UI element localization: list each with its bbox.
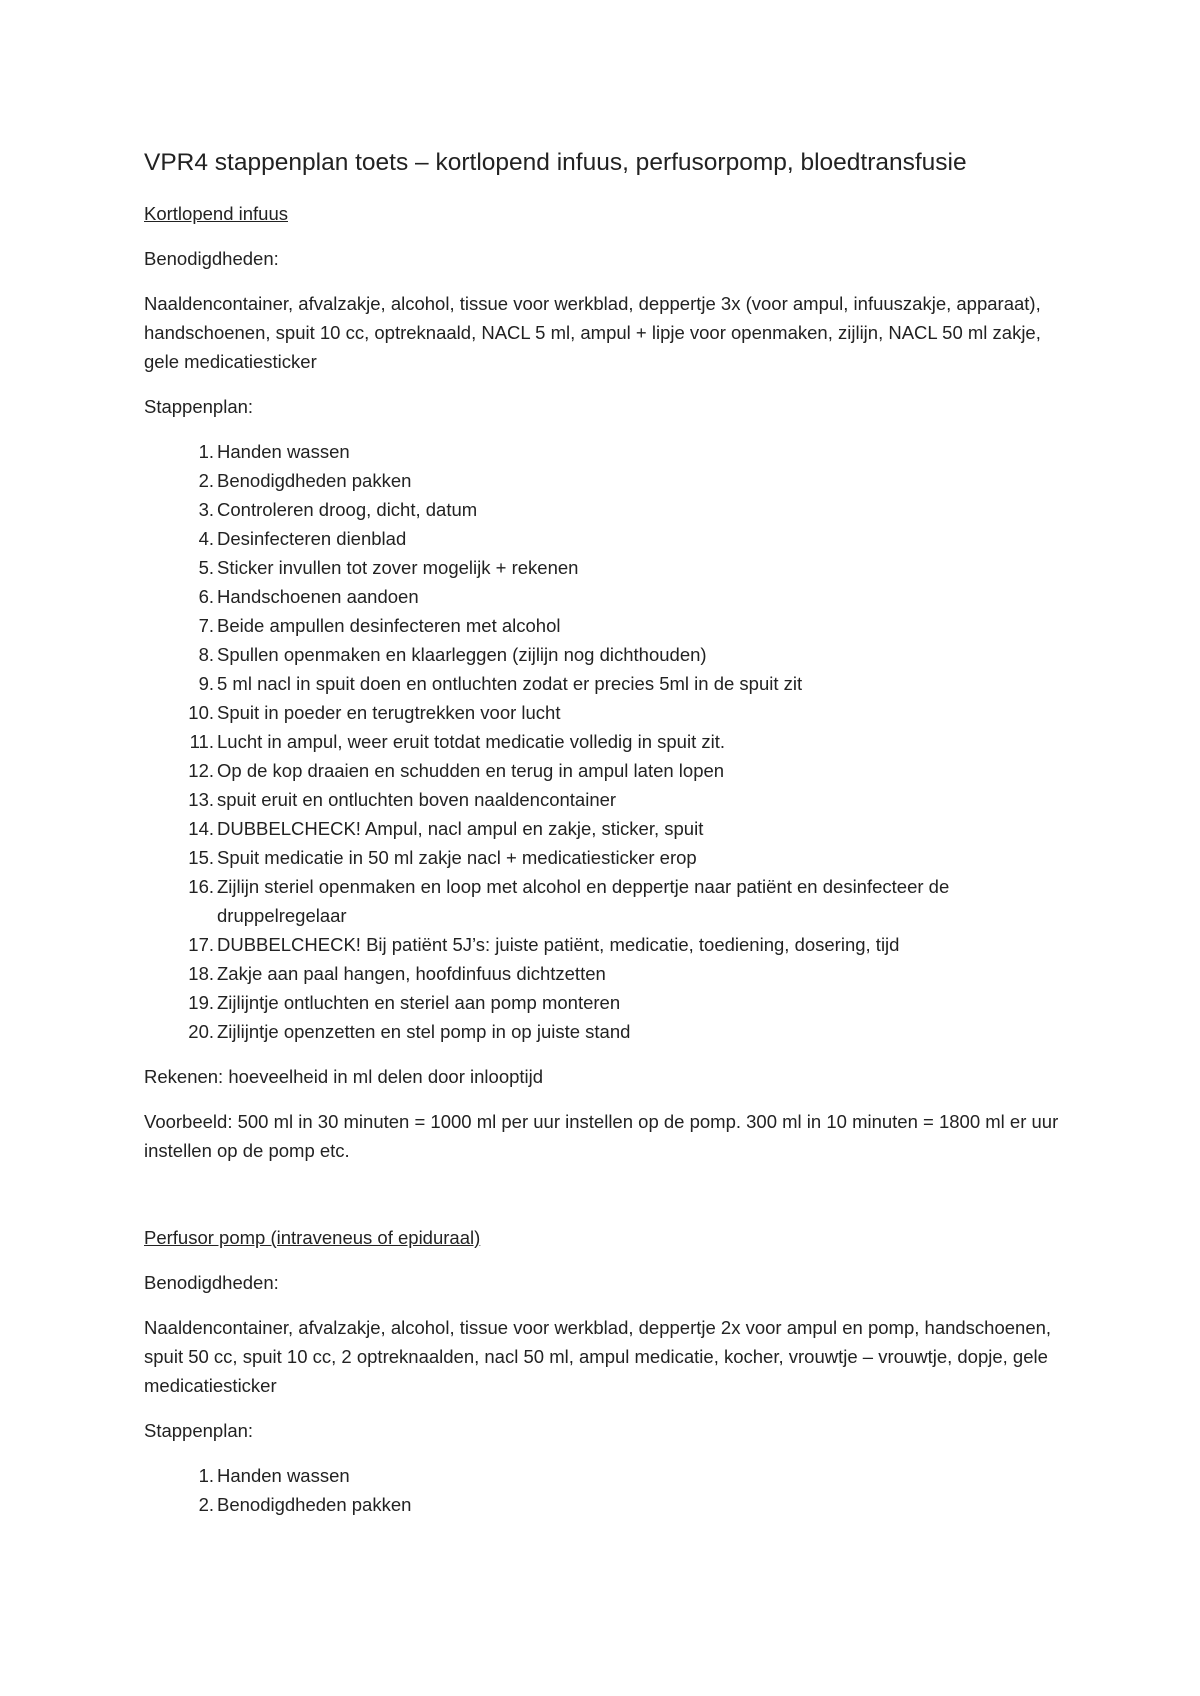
step-text: Desinfecteren dienblad [217, 528, 407, 549]
list-item [144, 640, 1064, 669]
list-item [144, 524, 1064, 553]
document-title: VPR4 stappenplan toets – kortlopend infuus, perfusorpomp, bloedtransfusie [144, 149, 967, 176]
step-text: Sticker invullen tot zover mogelijk + rekenen [217, 557, 579, 578]
list-item [144, 988, 1064, 1017]
step-number: 6. [198, 586, 214, 607]
step-number: 19. [188, 992, 214, 1013]
step-text: Benodigdheden pakken [217, 470, 412, 491]
step-number: 11. [189, 731, 214, 752]
voorbeeld-text: Voorbeeld: 500 ml in 30 minuten = 1000 ml per uur instellen op de pomp. 300 ml in 10 minuten = 1800 ml er uur instellen op de pomp etc. [144, 1111, 1059, 1161]
benodigdheden-label: Benodigdheden: [144, 1272, 279, 1293]
step-text: Handschoenen aandoen [217, 586, 419, 607]
step-number: 16. [188, 876, 214, 897]
step-number: 8. [198, 644, 214, 665]
list-item [144, 495, 1064, 524]
step-number: 15. [188, 847, 214, 868]
step-text: DUBBELCHECK! Bij patiënt 5J’s: juiste patiënt, medicatie, toediening, dosering, tijd [217, 934, 900, 955]
list-item [144, 582, 1064, 611]
step-text: Lucht in ampul, weer eruit totdat medicatie volledig in spuit zit. [217, 731, 725, 752]
step-number: 7. [198, 615, 214, 636]
list-item [144, 814, 1064, 843]
list-item [144, 930, 1064, 959]
benodigdheden-label: Benodigdheden: [144, 248, 279, 269]
steps-list [144, 1461, 1064, 1519]
list-item [144, 872, 1064, 930]
step-text: spuit eruit en ontluchten boven naaldencontainer [217, 789, 617, 810]
step-text: 5 ml nacl in spuit doen en ontluchten zodat er precies 5ml in de spuit zit [217, 673, 803, 694]
benodigdheden-text: Naaldencontainer, afvalzakje, alcohol, tissue voor werkblad, deppertje 3x (voor ampul, infuuszakje, apparaat), handschoenen, spuit 10 cc, optreknaald, NACL 5 ml, ampul + lipje voor openmaken, zijlijn, NACL 50 ml zakje, gele medicatiesticker [144, 293, 1041, 372]
step-text: Controleren droog, dicht, datum [217, 499, 478, 520]
step-text: Zijlijn steriel openmaken en loop met alcohol en deppertje naar patiënt en desinfecteer de druppelregelaar [217, 876, 950, 926]
section-heading: Perfusor pomp (intraveneus of epiduraal) [144, 1227, 481, 1248]
list-item [144, 611, 1064, 640]
list-item [144, 1490, 1064, 1519]
step-text: Op de kop draaien en schudden en terug in ampul laten lopen [217, 760, 725, 781]
stappenplan-label: Stappenplan: [144, 396, 254, 417]
list-item [144, 727, 1064, 756]
steps-list [144, 437, 1064, 1046]
list-item [144, 959, 1064, 988]
section-heading: Kortlopend infuus [144, 203, 288, 224]
step-number: 17. [188, 934, 214, 955]
step-text: Handen wassen [217, 1465, 350, 1486]
step-number: 18. [188, 963, 214, 984]
step-text: Spuit medicatie in 50 ml zakje nacl + medicatiesticker erop [217, 847, 697, 868]
list-item [144, 843, 1064, 872]
list-item [144, 1461, 1064, 1490]
benodigdheden-text: Naaldencontainer, afvalzakje, alcohol, tissue voor werkblad, deppertje 2x voor ampul en pomp, handschoenen, spuit 50 cc, spuit 10 cc, 2 optreknaalden, nacl 50 ml, ampul medicatie, kocher, vrouwtje – vrouwtje, dopje, gele medicatiesticker [144, 1317, 1052, 1396]
section-spacer [144, 1181, 1064, 1223]
step-text: Benodigdheden pakken [217, 1494, 412, 1515]
step-text: Handen wassen [217, 441, 350, 462]
list-item [144, 466, 1064, 495]
step-number: 13. [188, 789, 214, 810]
step-text: Zijlijntje openzetten en stel pomp in op juiste stand [217, 1021, 631, 1042]
step-number: 20. [188, 1021, 214, 1042]
step-number: 14. [188, 818, 214, 839]
list-item [144, 437, 1064, 466]
step-number: 1. [198, 1465, 214, 1486]
document-page [144, 148, 1064, 1535]
stappenplan-label: Stappenplan: [144, 1420, 254, 1441]
step-number: 1. [198, 441, 214, 462]
step-text: Spullen openmaken en klaarleggen (zijlijn nog dichthouden) [217, 644, 707, 665]
section-perfusor-pomp [144, 1223, 1064, 1519]
list-item [144, 698, 1064, 727]
step-number: 9. [198, 673, 214, 694]
step-number: 2. [198, 1494, 214, 1515]
step-number: 12. [188, 760, 214, 781]
step-text: Zijlijntje ontluchten en steriel aan pomp monteren [217, 992, 621, 1013]
list-item [144, 756, 1064, 785]
step-number: 3. [198, 499, 214, 520]
step-number: 10. [188, 702, 214, 723]
list-item [144, 785, 1064, 814]
step-text: Spuit in poeder en terugtrekken voor lucht [217, 702, 561, 723]
list-item [144, 1017, 1064, 1046]
step-text: Zakje aan paal hangen, hoofdinfuus dichtzetten [217, 963, 606, 984]
step-text: Beide ampullen desinfecteren met alcohol [217, 615, 561, 636]
step-number: 5. [198, 557, 214, 578]
list-item [144, 553, 1064, 582]
step-number: 2. [198, 470, 214, 491]
rekenen-text: Rekenen: hoeveelheid in ml delen door inlooptijd [144, 1066, 544, 1087]
step-text: DUBBELCHECK! Ampul, nacl ampul en zakje, sticker, spuit [217, 818, 704, 839]
section-kortlopend-infuus [144, 199, 1064, 1165]
list-item [144, 669, 1064, 698]
step-number: 4. [198, 528, 214, 549]
